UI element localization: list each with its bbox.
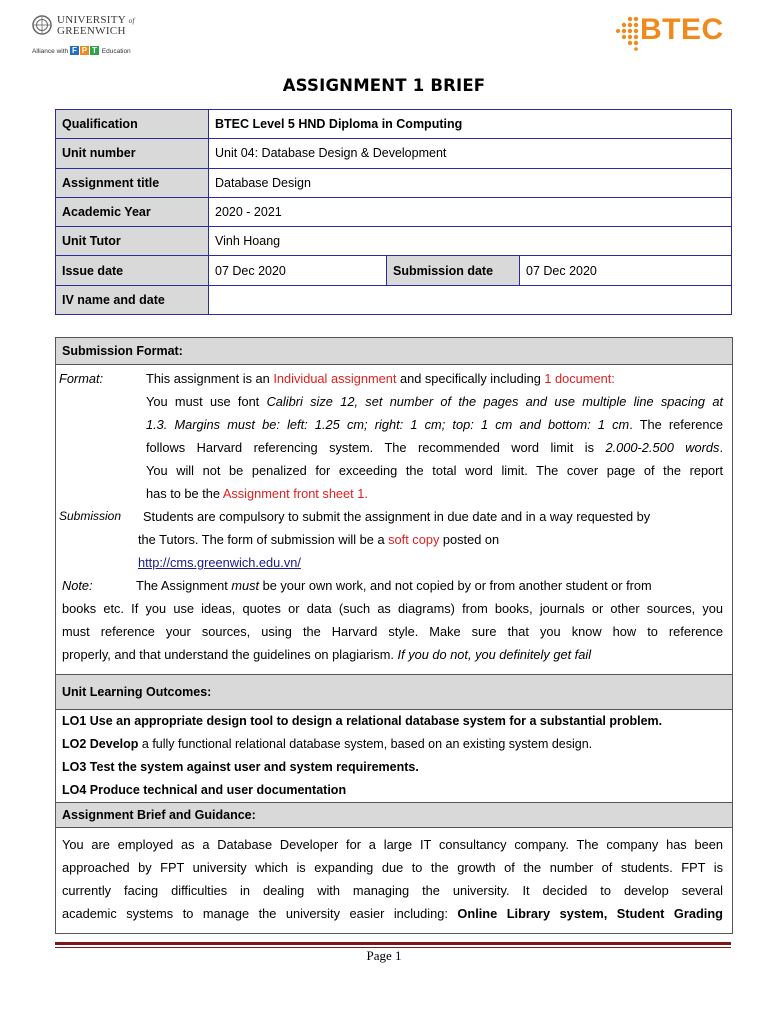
academic-year-label: Academic Year [56, 197, 209, 226]
cms-link[interactable]: http://cms.greenwich.edu.vn/ [138, 555, 301, 570]
crest-icon [32, 14, 52, 36]
note-text: books etc. If you use ideas, quotes or data (such as diagrams) from books, journals or other sources, you [62, 601, 723, 616]
university-name-line2: GREENWICH [57, 25, 126, 37]
format-italic: 1.3. Margins must be: left: 1.25 cm; right: 1 cm; top: 1 cm and bottom: 1 cm [146, 417, 630, 432]
outcome-lo4: LO4 Produce technical and user documentation [62, 783, 347, 797]
format-text: You must use font [146, 394, 267, 409]
submission-label: Submission [59, 509, 122, 523]
note-text: properly, and that understand the guidelines on plagiarism. [62, 647, 398, 662]
brief-content-box [55, 337, 733, 934]
qualification-label: Qualification [56, 110, 209, 139]
note-italic: If you do not, you definitely get fail [397, 647, 592, 662]
fpt-letter-t: T [90, 46, 99, 55]
format-text: has to be the [146, 486, 223, 501]
qualification-row [56, 110, 732, 139]
guidance-bold: Online Library system, Student Grading [457, 906, 723, 921]
qualification-value: BTEC Level 5 HND Diploma in Computing [209, 110, 732, 139]
outcome-lo2-text: a fully functional relational database system, based on an existing system design. [138, 737, 593, 751]
note-text: must reference your sources, using the Harvard style. Make sure that you know how to reference [62, 624, 723, 639]
guidance-text: currently facing difficulties in dealing with managing the university. It decided to develop several [62, 883, 723, 898]
unit-tutor-row [56, 227, 732, 256]
alliance-prefix: Alliance with [32, 48, 69, 55]
note-paragraph [62, 597, 723, 666]
btec-dots-icon [612, 15, 642, 51]
format-line-1 [56, 367, 732, 390]
alliance-tagline [32, 46, 131, 55]
unit-number-row [56, 139, 732, 168]
guidance-text: You are employed as a Database Developer for a large IT consultancy company. The company has been [62, 837, 723, 852]
format-highlight: Individual assignment [273, 371, 397, 386]
outcome-lo1: LO1 Use an appropriate design tool to design a relational database system for a substantial problem. [62, 714, 663, 728]
submission-text: the Tutors. The form of submission will be a [138, 532, 389, 547]
submission-line-3 [56, 551, 732, 574]
issue-date-label: Issue date [56, 256, 209, 285]
page-title: ASSIGNMENT 1 BRIEF [282, 76, 486, 95]
fpt-logo [70, 46, 100, 55]
unit-tutor-value: Vinh Hoang [209, 227, 732, 256]
alliance-suffix: Education [101, 48, 131, 55]
assignment-title-label: Assignment title [56, 168, 209, 197]
learning-outcomes-list [56, 710, 732, 802]
iv-label: IV name and date [56, 285, 209, 314]
academic-year-value: 2020 - 2021 [209, 197, 732, 226]
fpt-letter-f: F [70, 46, 79, 55]
note-line-1 [56, 574, 732, 597]
dates-row [56, 256, 732, 285]
note-text: be your own work, and not copied by or from another student or from [259, 578, 652, 593]
page-number: Page 1 [366, 948, 402, 963]
unit-tutor-label: Unit Tutor [56, 227, 209, 256]
university-name-line1: UNIVERSITY [57, 14, 126, 26]
unit-number-label: Unit number [56, 139, 209, 168]
format-italic: Calibri size 12, set number of the pages and use multiple line spacing at [266, 394, 723, 409]
format-highlight: Assignment front sheet 1. [222, 486, 368, 501]
format-paragraph [146, 390, 723, 505]
brief-guidance-paragraph [56, 828, 732, 925]
fpt-letter-p: P [81, 46, 88, 55]
assignment-info-table [55, 109, 732, 315]
format-text: This assignment is an [146, 371, 274, 386]
issue-date-value: 07 Dec 2020 [209, 256, 387, 285]
format-highlight: 1 document: [544, 371, 615, 386]
iv-value [209, 285, 732, 314]
academic-year-row [56, 197, 732, 226]
note-text: The Assignment [136, 578, 232, 593]
note-label: Note: [62, 578, 93, 593]
format-text: You will not be penalized for exceeding the total word limit. The cover page of the report [146, 463, 723, 478]
iv-row [56, 285, 732, 314]
submission-line-1 [56, 505, 732, 528]
btec-logo [612, 15, 746, 55]
outcome-lo2-label: LO2 Develop [62, 737, 139, 751]
format-label: Format: [59, 371, 104, 386]
submission-text: Students are compulsory to submit the assignment in due date and in a way requested by [143, 509, 651, 524]
submission-date-label: Submission date [387, 256, 520, 285]
format-text: . The reference [629, 417, 723, 432]
assignment-title-row [56, 168, 732, 197]
assignment-title-value: Database Design [209, 168, 732, 197]
outcome-lo3: LO3 Test the system against user and system requirements. [62, 760, 419, 774]
university-of-greenwich-logo [30, 14, 170, 58]
note-italic: must [231, 578, 260, 593]
university-name [57, 15, 135, 36]
guidance-text: academic systems to manage the university easier including: [62, 906, 458, 921]
format-italic: 2.000-2.500 words [605, 440, 720, 455]
guidance-text: approached by FPT university which is expanding due to the growth of the number of students. FPT is [62, 860, 723, 875]
brief-guidance-heading: Assignment Brief and Guidance: [56, 802, 732, 828]
format-text: . [719, 440, 723, 455]
unit-number-value: Unit 04: Database Design & Development [209, 139, 732, 168]
submission-date-value: 07 Dec 2020 [520, 256, 732, 285]
submission-format-heading: Submission Format: [56, 338, 732, 365]
submission-format-section [56, 365, 732, 666]
footer-rule [55, 942, 731, 945]
university-of: of [128, 17, 135, 25]
btec-wordmark: BTEC [640, 13, 724, 46]
learning-outcomes-heading: Unit Learning Outcomes: [56, 674, 732, 710]
submission-text: posted on [439, 532, 500, 547]
format-text: follows Harvard referencing system. The recommended word limit is [146, 440, 606, 455]
submission-line-2 [56, 528, 732, 551]
format-text: and specifically including [396, 371, 545, 386]
submission-highlight: soft copy [388, 532, 440, 547]
